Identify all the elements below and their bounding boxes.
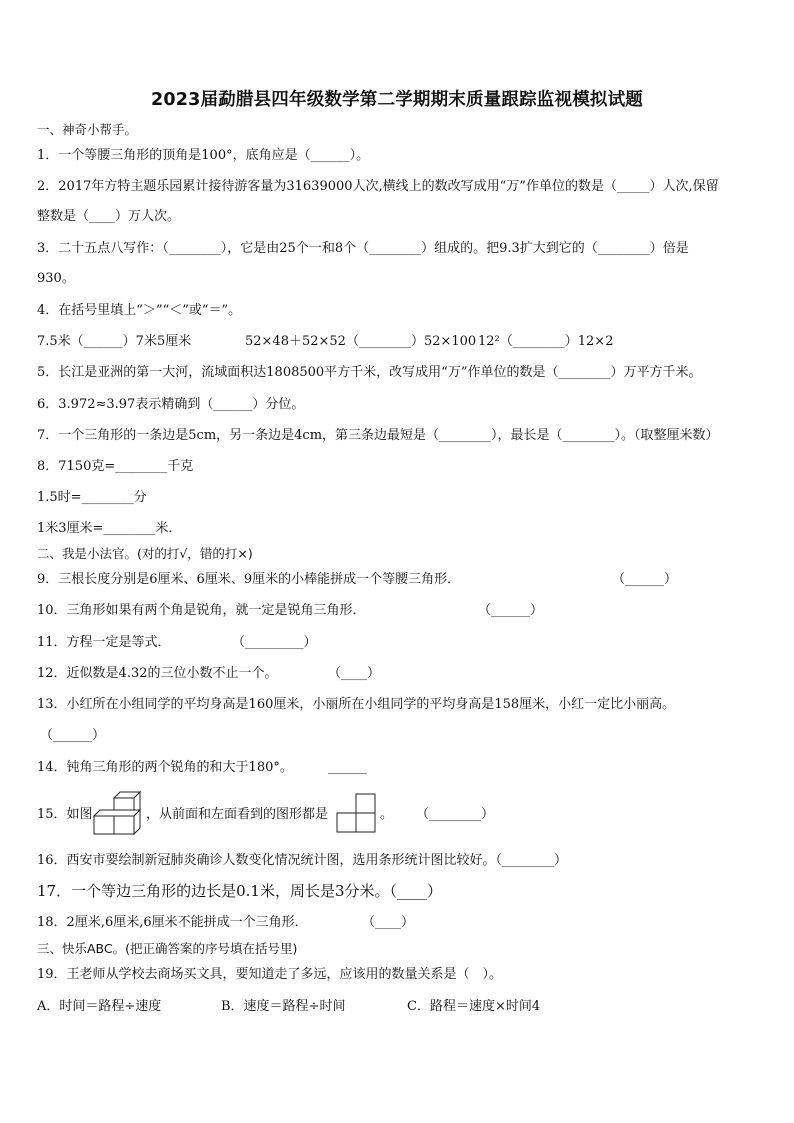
section-2-heading: 二、我是小法官。(对的打√，错的打×) bbox=[37, 546, 253, 561]
view-shape-icon bbox=[336, 793, 378, 833]
question-15-middle: ，从前面和左面看到的图形都是 bbox=[146, 807, 329, 822]
section-3-heading: 三、快乐ABC。(把正确答案的序号填在括号里) bbox=[37, 941, 298, 956]
question-19: 19．王老师从学校去商场买文具，要知道走了多远，应该用的数量关系是（ ）。 bbox=[37, 967, 503, 982]
question-1: 1．一个等腰三角形的顶角是100°，底角应是（______）。 bbox=[37, 148, 370, 163]
question-6: 6．3.972≈3.97表示精确到（______）分位。 bbox=[37, 397, 305, 412]
question-18-answer: （____） bbox=[362, 915, 415, 930]
question-11-answer: （_________） bbox=[232, 635, 317, 650]
question-16: 16．西安市要绘制新冠肺炎确诊人数变化情况统计图，选用条形统计图比较好。（________） bbox=[37, 853, 568, 868]
question-5: 5．长江是亚洲的第一大河，流域面积达1808500平方千米，改写成用“万”作单位的数是（________）万平方千米。 bbox=[37, 365, 702, 380]
question-19-option-a: A．时间＝路程÷速度 bbox=[37, 999, 162, 1014]
question-4-part-b: 52×48＋52×52（________）52×100 bbox=[245, 334, 477, 349]
question-13-line-1: 13．小红所在小组同学的平均身高是160厘米，小丽所在小组同学的平均身高是158厘米，小红一定比小丽高。 bbox=[37, 697, 676, 712]
question-3-line-2: 930。 bbox=[37, 271, 75, 286]
question-8-part-b: 1.5时=________分 bbox=[37, 490, 147, 505]
question-4: 4．在括号里填上“＞”“＜”或“＝”。 bbox=[37, 303, 242, 318]
question-13-answer: （______） bbox=[40, 728, 106, 743]
question-15-prefix: 15．如图 bbox=[37, 807, 93, 822]
question-3-line-1: 3．二十五点八写作：（________），它是由25个一和8个（________）组成的。把9.3扩大到它的（________）倍是 bbox=[37, 241, 689, 256]
question-8-part-c: 1米3厘米=________米． bbox=[37, 521, 182, 536]
question-9: 9．三根长度分别是6厘米、6厘米、9厘米的小棒能拼成一个等腰三角形． bbox=[37, 572, 461, 587]
question-19-option-b: B．速度＝路程÷时间 bbox=[221, 999, 346, 1014]
question-12-answer: （____） bbox=[328, 666, 381, 681]
question-14: 14．钝角三角形的两个锐角的和大于180°。 bbox=[37, 760, 293, 775]
question-19-option-c: C．路程＝速度×时间4 bbox=[407, 999, 541, 1014]
page-title: 2023届勐腊县四年级数学第二学期期末质量跟踪监视模拟试题 bbox=[150, 90, 643, 110]
question-9-answer: （______） bbox=[612, 572, 678, 587]
question-11: 11．方程一定是等式． bbox=[37, 635, 171, 650]
question-12: 12．近似数是4.32的三位小数不止一个。 bbox=[37, 666, 278, 681]
cube-stack-icon bbox=[92, 790, 144, 838]
question-15-answer: （________） bbox=[416, 807, 495, 822]
question-15-suffix: 。 bbox=[380, 807, 394, 822]
question-10: 10．三角形如果有两个角是锐角，就一定是锐角三角形． bbox=[37, 603, 366, 618]
question-18: 18．2厘米,6厘米,6厘米不能拼成一个三角形． bbox=[37, 915, 308, 930]
question-4-part-c: 12²（________）12×2 bbox=[478, 334, 614, 349]
question-2-line-1: 2．2017年方特主题乐园累计接待游客量为31639000人次,横线上的数改写成用“万”作单位的数是（_____）人次,保留 bbox=[37, 179, 719, 194]
question-8-part-a: 8．7150克=________千克 bbox=[37, 459, 194, 474]
question-2-line-2: 整数是（____）万人次。 bbox=[37, 209, 181, 224]
question-7: 7．一个三角形的一条边是5cm，另一条边是4cm，第三条边最短是（________），最长是（________）。（取整厘米数） bbox=[37, 428, 719, 443]
question-14-answer: ______ bbox=[328, 760, 367, 775]
question-10-answer: （______） bbox=[478, 603, 544, 618]
question-17: 17．一个等边三角形的边长是0.1米，周长是3分米。（____） bbox=[37, 882, 442, 900]
question-4-part-a: 7.5米（______）7米5厘米 bbox=[37, 334, 192, 349]
section-1-heading: 一、神奇小帮手。 bbox=[37, 122, 138, 137]
